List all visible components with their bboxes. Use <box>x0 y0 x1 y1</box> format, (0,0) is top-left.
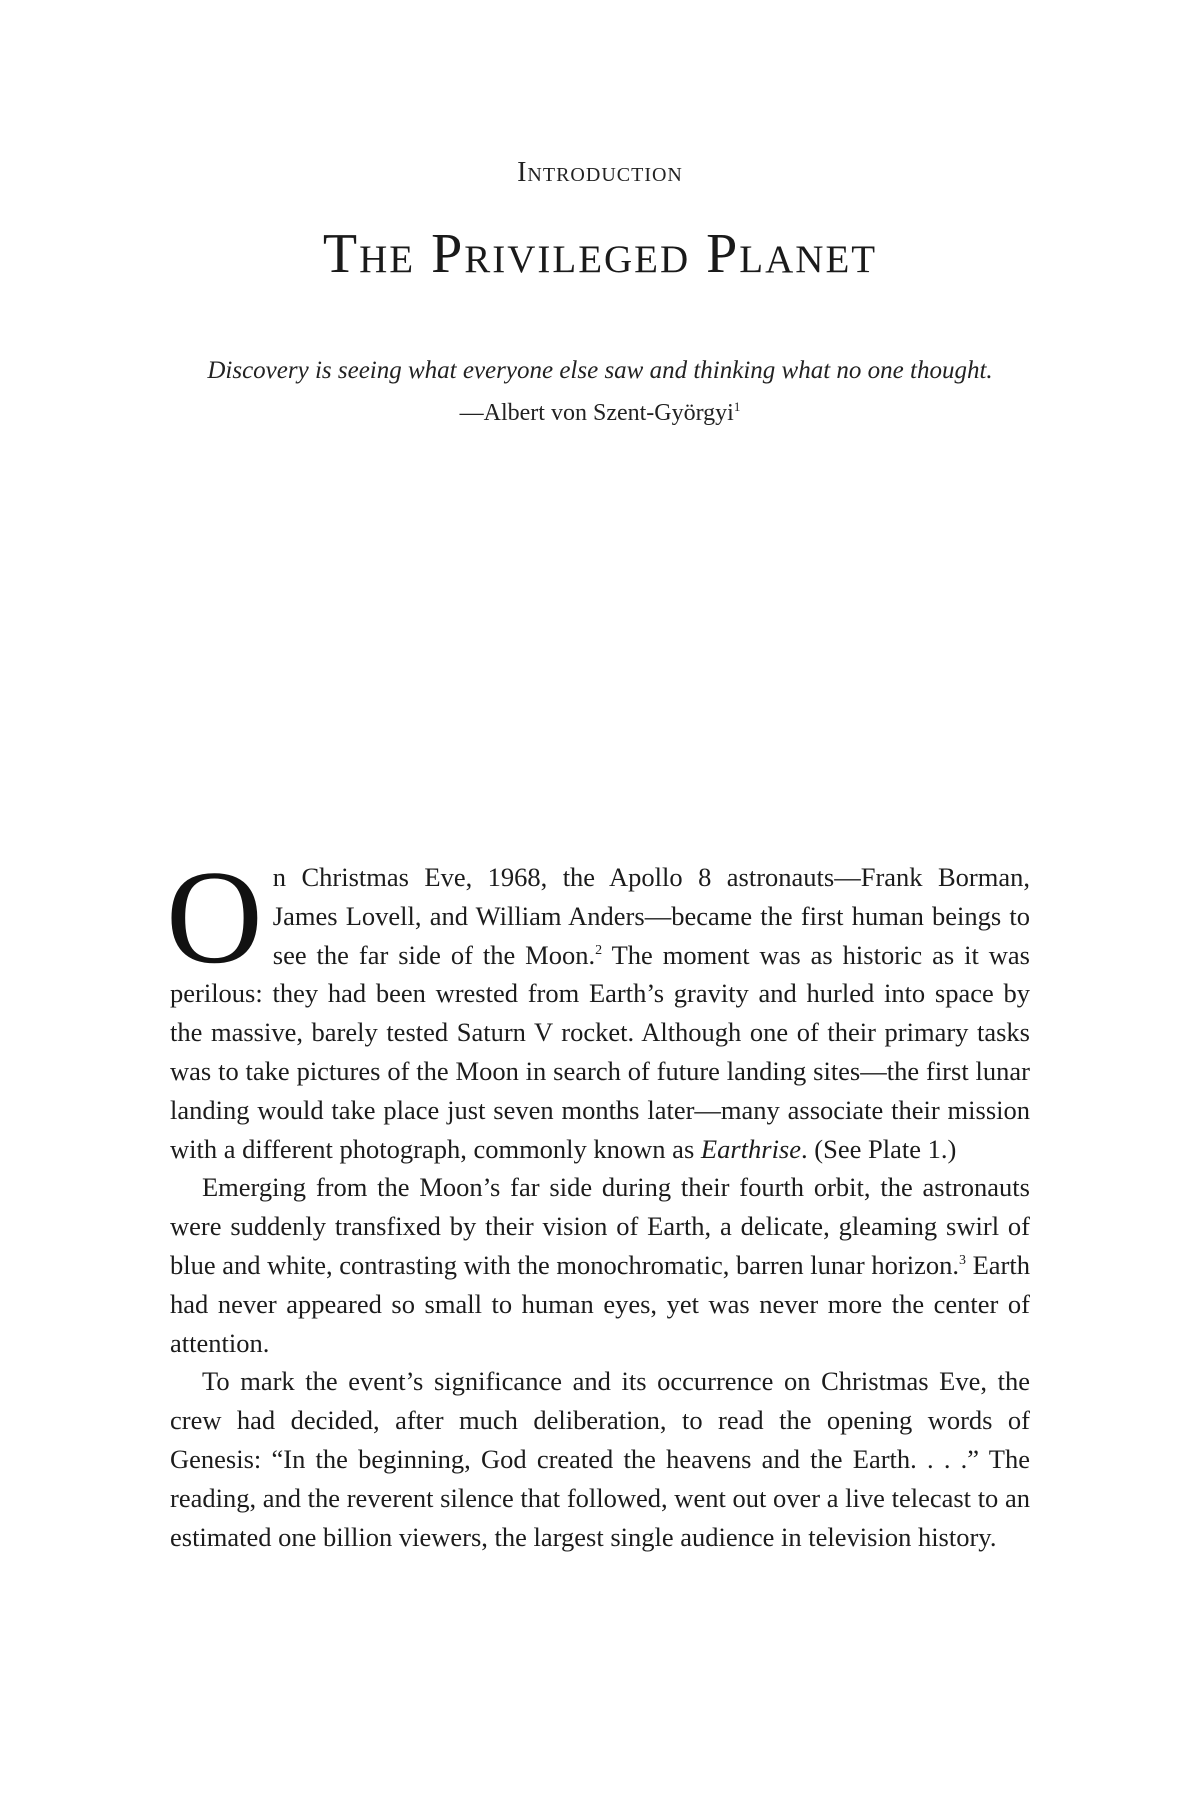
epigraph <box>120 352 1080 430</box>
paragraph-text: . (See Plate 1.) <box>801 1133 957 1164</box>
body-text <box>166 843 1030 1556</box>
footnote-marker: 1 <box>733 399 741 414</box>
chapter-label: Introduction <box>517 157 683 188</box>
epigraph-attribution <box>120 390 1080 430</box>
footnote-marker: 2 <box>595 942 603 958</box>
paragraph-text: Earth had never appeared so small to human eyes, yet was never more the center of attention. <box>170 1249 1030 1358</box>
paragraph-1 <box>166 843 1030 1168</box>
footnote-marker: 3 <box>958 1253 966 1269</box>
paragraph-3 <box>170 1362 1030 1556</box>
paragraph-text: Emerging from the Moon’s far side during their fourth orbit, the astronauts were suddenly transfixed by their vision of Earth, a delicate, gleaming swirl of blue and white, contrasting with the monochromatic, barren lunar horizon. <box>170 1172 1030 1280</box>
chapter-title: The Privileged Planet <box>322 223 878 285</box>
paragraph-text: n Christmas Eve, 1968, the Apollo 8 astronauts—Frank Borman, James Lovell, and William Anders—became the first human beings to see the far side of the Moon. <box>272 862 1030 970</box>
epigraph-quote: Discovery is seeing what everyone else saw and thinking what no one thought. <box>207 357 993 384</box>
paragraph-2 <box>170 1168 1030 1362</box>
italic-term: Earthrise <box>700 1133 802 1164</box>
drop-cap: O <box>166 843 263 991</box>
paragraph-text: The moment was as historic as it was perilous: they had been wrested from Earth’s gravity and hurled into space by the massive, barely tested Saturn V rocket. Although one of their primary tasks was to take pictures of the Moon in search of future landing sites—the first lunar landing would take place just seven months later—many associate their mission with a different photograph, commonly known as <box>170 939 1030 1164</box>
paragraph-text: To mark the event’s significance and its occurrence on Christmas Eve, the crew had decided, after much deliberation, to read the opening words of Genesis: “In the beginning, God created the heavens and the Earth. . . .” The reading, and the reverent silence that followed, went out over a live telecast to an estimated one billion viewers, the largest single audience in television history. <box>170 1366 1030 1552</box>
epigraph-author: —Albert von Szent-Györgyi <box>459 400 734 426</box>
